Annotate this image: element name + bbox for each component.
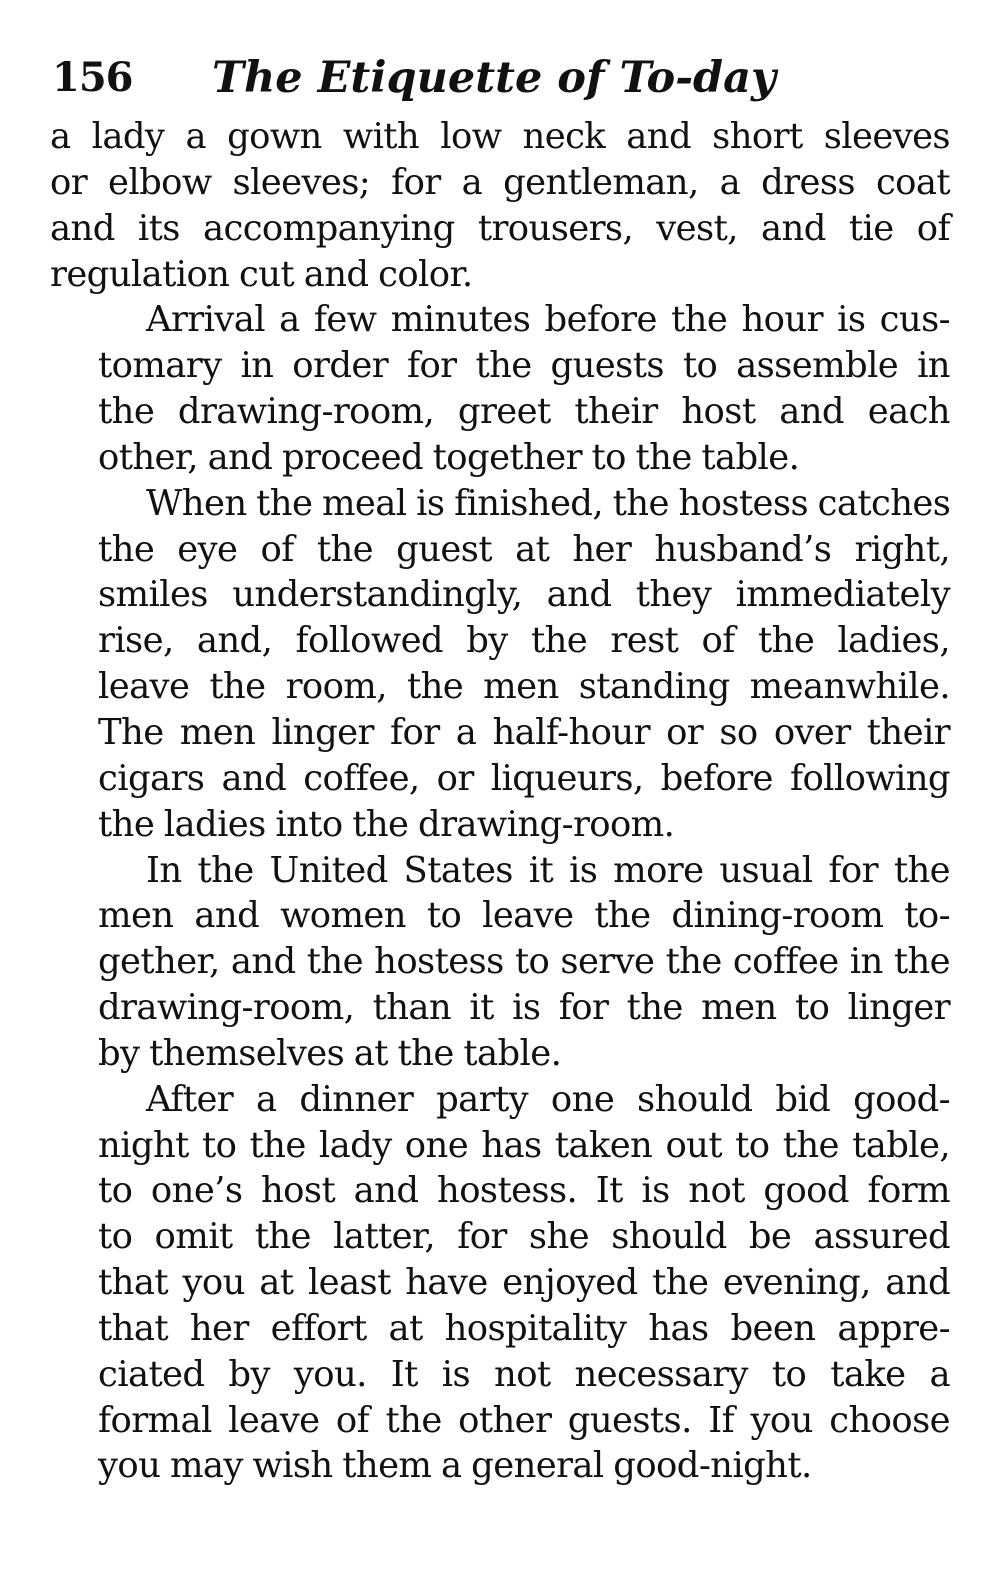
book-page (50, 52, 950, 1489)
text-line: other, and proceed together to the table. (98, 436, 800, 478)
paragraph-3 (50, 481, 950, 848)
body-text (50, 114, 950, 1489)
text-line: gether, and the hostess to serve the coffee in the (98, 941, 950, 983)
text-line: leave the room, the men standing meanwhile. (98, 666, 950, 708)
book-title: The Etiquette of To-day (212, 53, 776, 103)
text-line: a lady a gown with low neck and short sleeves (50, 116, 950, 157)
text-line: men and women to leave the dining-room to- (98, 895, 950, 937)
text-line: regulation cut and color. (50, 253, 473, 295)
paragraph-4 (50, 848, 950, 1077)
text-line: the drawing-room, greet their host and each (98, 391, 950, 433)
text-line: In the United States it is more usual for the (146, 849, 950, 891)
text-line: the eye of the guest at her husband’s right, (98, 528, 950, 570)
text-line: to omit the latter, for she should be assured (98, 1216, 950, 1258)
text-line: and its accompanying trousers, vest, and tie of (50, 207, 950, 249)
text-line: After a dinner party one should bid good- (146, 1078, 950, 1120)
running-head (50, 52, 950, 114)
paragraph-2 (50, 297, 950, 480)
text-line: smiles understandingly, and they immediately (98, 574, 950, 616)
text-line: that her effort at hospitality has been appre- (98, 1307, 950, 1349)
text-line: When the meal is finished, the hostess catches (146, 482, 951, 524)
text-line: The men linger for a half-hour or so over their (98, 711, 950, 753)
text-line: you may wish them a general good-night. (98, 1445, 812, 1487)
text-line: or elbow sleeves; for a gentleman, a dress coat (50, 161, 950, 203)
text-line: drawing-room, than it is for the men to linger (98, 987, 950, 1029)
paragraph-1 (50, 114, 950, 297)
text-line: the ladies into the drawing-room. (98, 803, 675, 845)
text-line: night to the lady one has taken out to the table, (98, 1124, 950, 1166)
text-line: to one’s host and hostess. It is not good form (98, 1170, 950, 1212)
page-number: 156 (52, 54, 133, 101)
text-line: Arrival a few minutes before the hour is cus- (146, 299, 950, 341)
text-line: that you at least have enjoyed the evening, and (98, 1262, 950, 1304)
text-line: tomary in order for the guests to assemble in (98, 345, 950, 387)
text-line: formal leave of the other guests. If you choose (98, 1399, 950, 1441)
paragraph-5 (50, 1077, 950, 1490)
text-line: cigars and coffee, or liqueurs, before following (98, 757, 950, 799)
text-line: ciated by you. It is not necessary to take a (98, 1353, 950, 1395)
text-line: rise, and, followed by the rest of the ladies, (98, 620, 950, 662)
text-line: by themselves at the table. (98, 1032, 562, 1074)
